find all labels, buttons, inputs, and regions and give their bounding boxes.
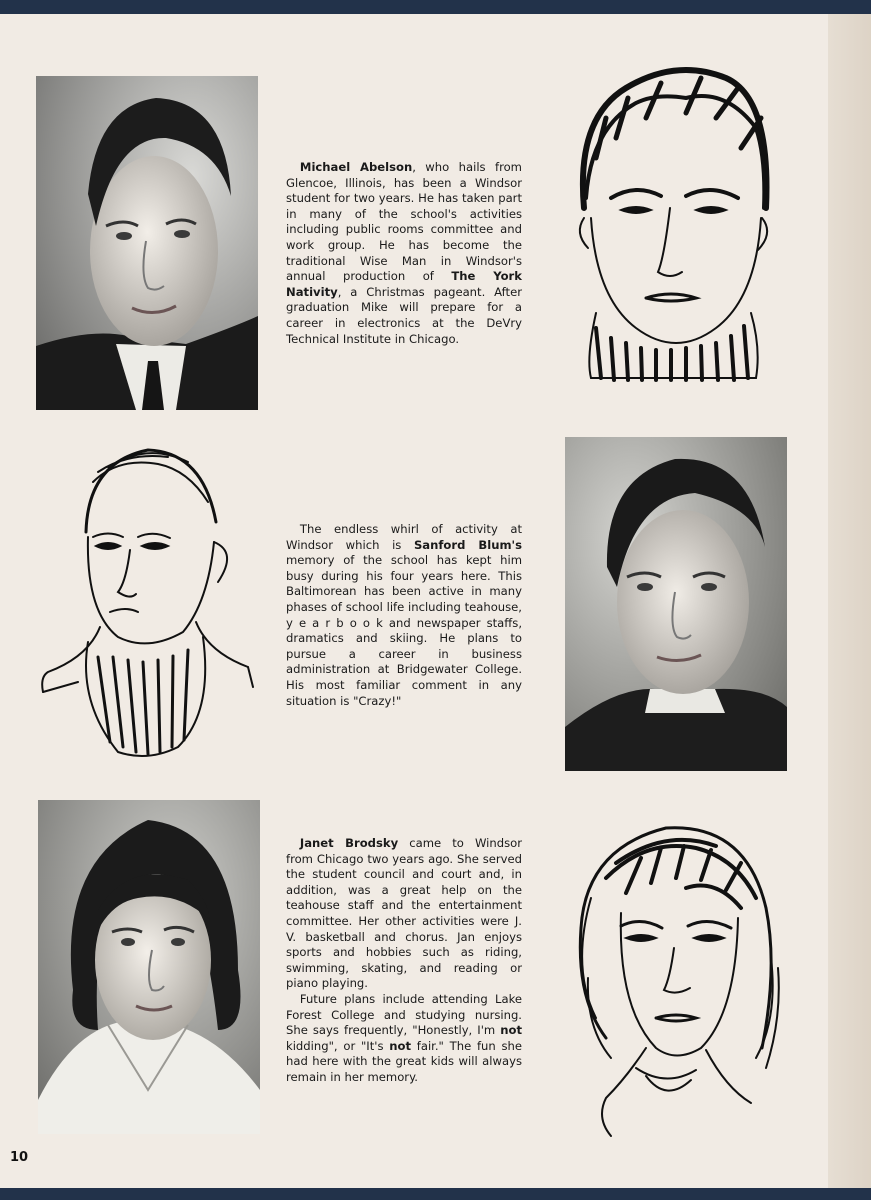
blum-name: Sanford Blum's	[413, 537, 522, 552]
brodsky-bio	[286, 836, 522, 1086]
bottom-binding-band	[0, 1188, 871, 1200]
top-binding-band	[0, 0, 871, 14]
brodsky-bio-text-4: fair." The fun she had here with the great kids will always remain in her memory.	[286, 1038, 523, 1084]
blum-bio-text-2: memory of the school has kept him busy during his four years here. This Baltimorean has been active in many phases of school life including teahouse, y e a r b o o k and newspaper staffs, dramatics and skiing. He plans to pursue a career in business administration at Bridgewater College. His most familiar comment in any situation is "Crazy!"	[286, 553, 522, 708]
brodsky-portrait-photo	[38, 800, 260, 1134]
brodsky-bio-text-1: came to Windsor from Chicago two years ago. She served the student council and court and, in addition, was a great help on the teahouse staff and the entertainment committee. Her other activities were J. V. basketball and chorus. Jan enjoys sports and hobbies such as riding, swimming, skating, and reading or piano playing.	[286, 836, 522, 991]
brodsky-emphasis-not-1: not	[500, 1023, 522, 1038]
page-gutter-edge	[828, 14, 871, 1188]
brodsky-emphasis-not-2: not	[389, 1038, 412, 1053]
abelson-bio	[286, 160, 522, 347]
abelson-caricature-sketch	[566, 58, 776, 390]
abelson-portrait-photo	[36, 76, 258, 410]
brodsky-bio-text-3: kidding", or "It's	[286, 1038, 390, 1053]
blum-portrait-photo	[565, 437, 787, 771]
page-number: 10	[10, 1150, 29, 1165]
blum-bio-text-1: The endless whirl of activity at Windsor which is	[286, 522, 522, 552]
brodsky-bio-text-2: Future plans include attending Lake Forest College and studying nursing. She says frequently, "Honestly, I'm	[286, 991, 522, 1038]
brodsky-caricature-sketch	[566, 818, 782, 1142]
blum-bio	[286, 522, 522, 709]
abelson-bio-text-1: , who hails from Glencoe, Illinois, has been a Windsor student for two years. He has taken part in many of the school's activities including public rooms committee and work group. He has become the traditional Wise Man in Windsor's annual production of	[286, 160, 522, 284]
abelson-pageant-title: The York Nativity	[286, 269, 522, 299]
brodsky-name: Janet Brodsky	[299, 836, 399, 850]
blum-caricature-sketch	[38, 442, 258, 772]
abelson-name: Michael Abelson	[299, 160, 413, 174]
abelson-bio-text-2: , a Christmas pageant. After graduation Mike will prepare for a career in electronics at the DeVry Technical Institute in Chicago.	[286, 284, 522, 346]
